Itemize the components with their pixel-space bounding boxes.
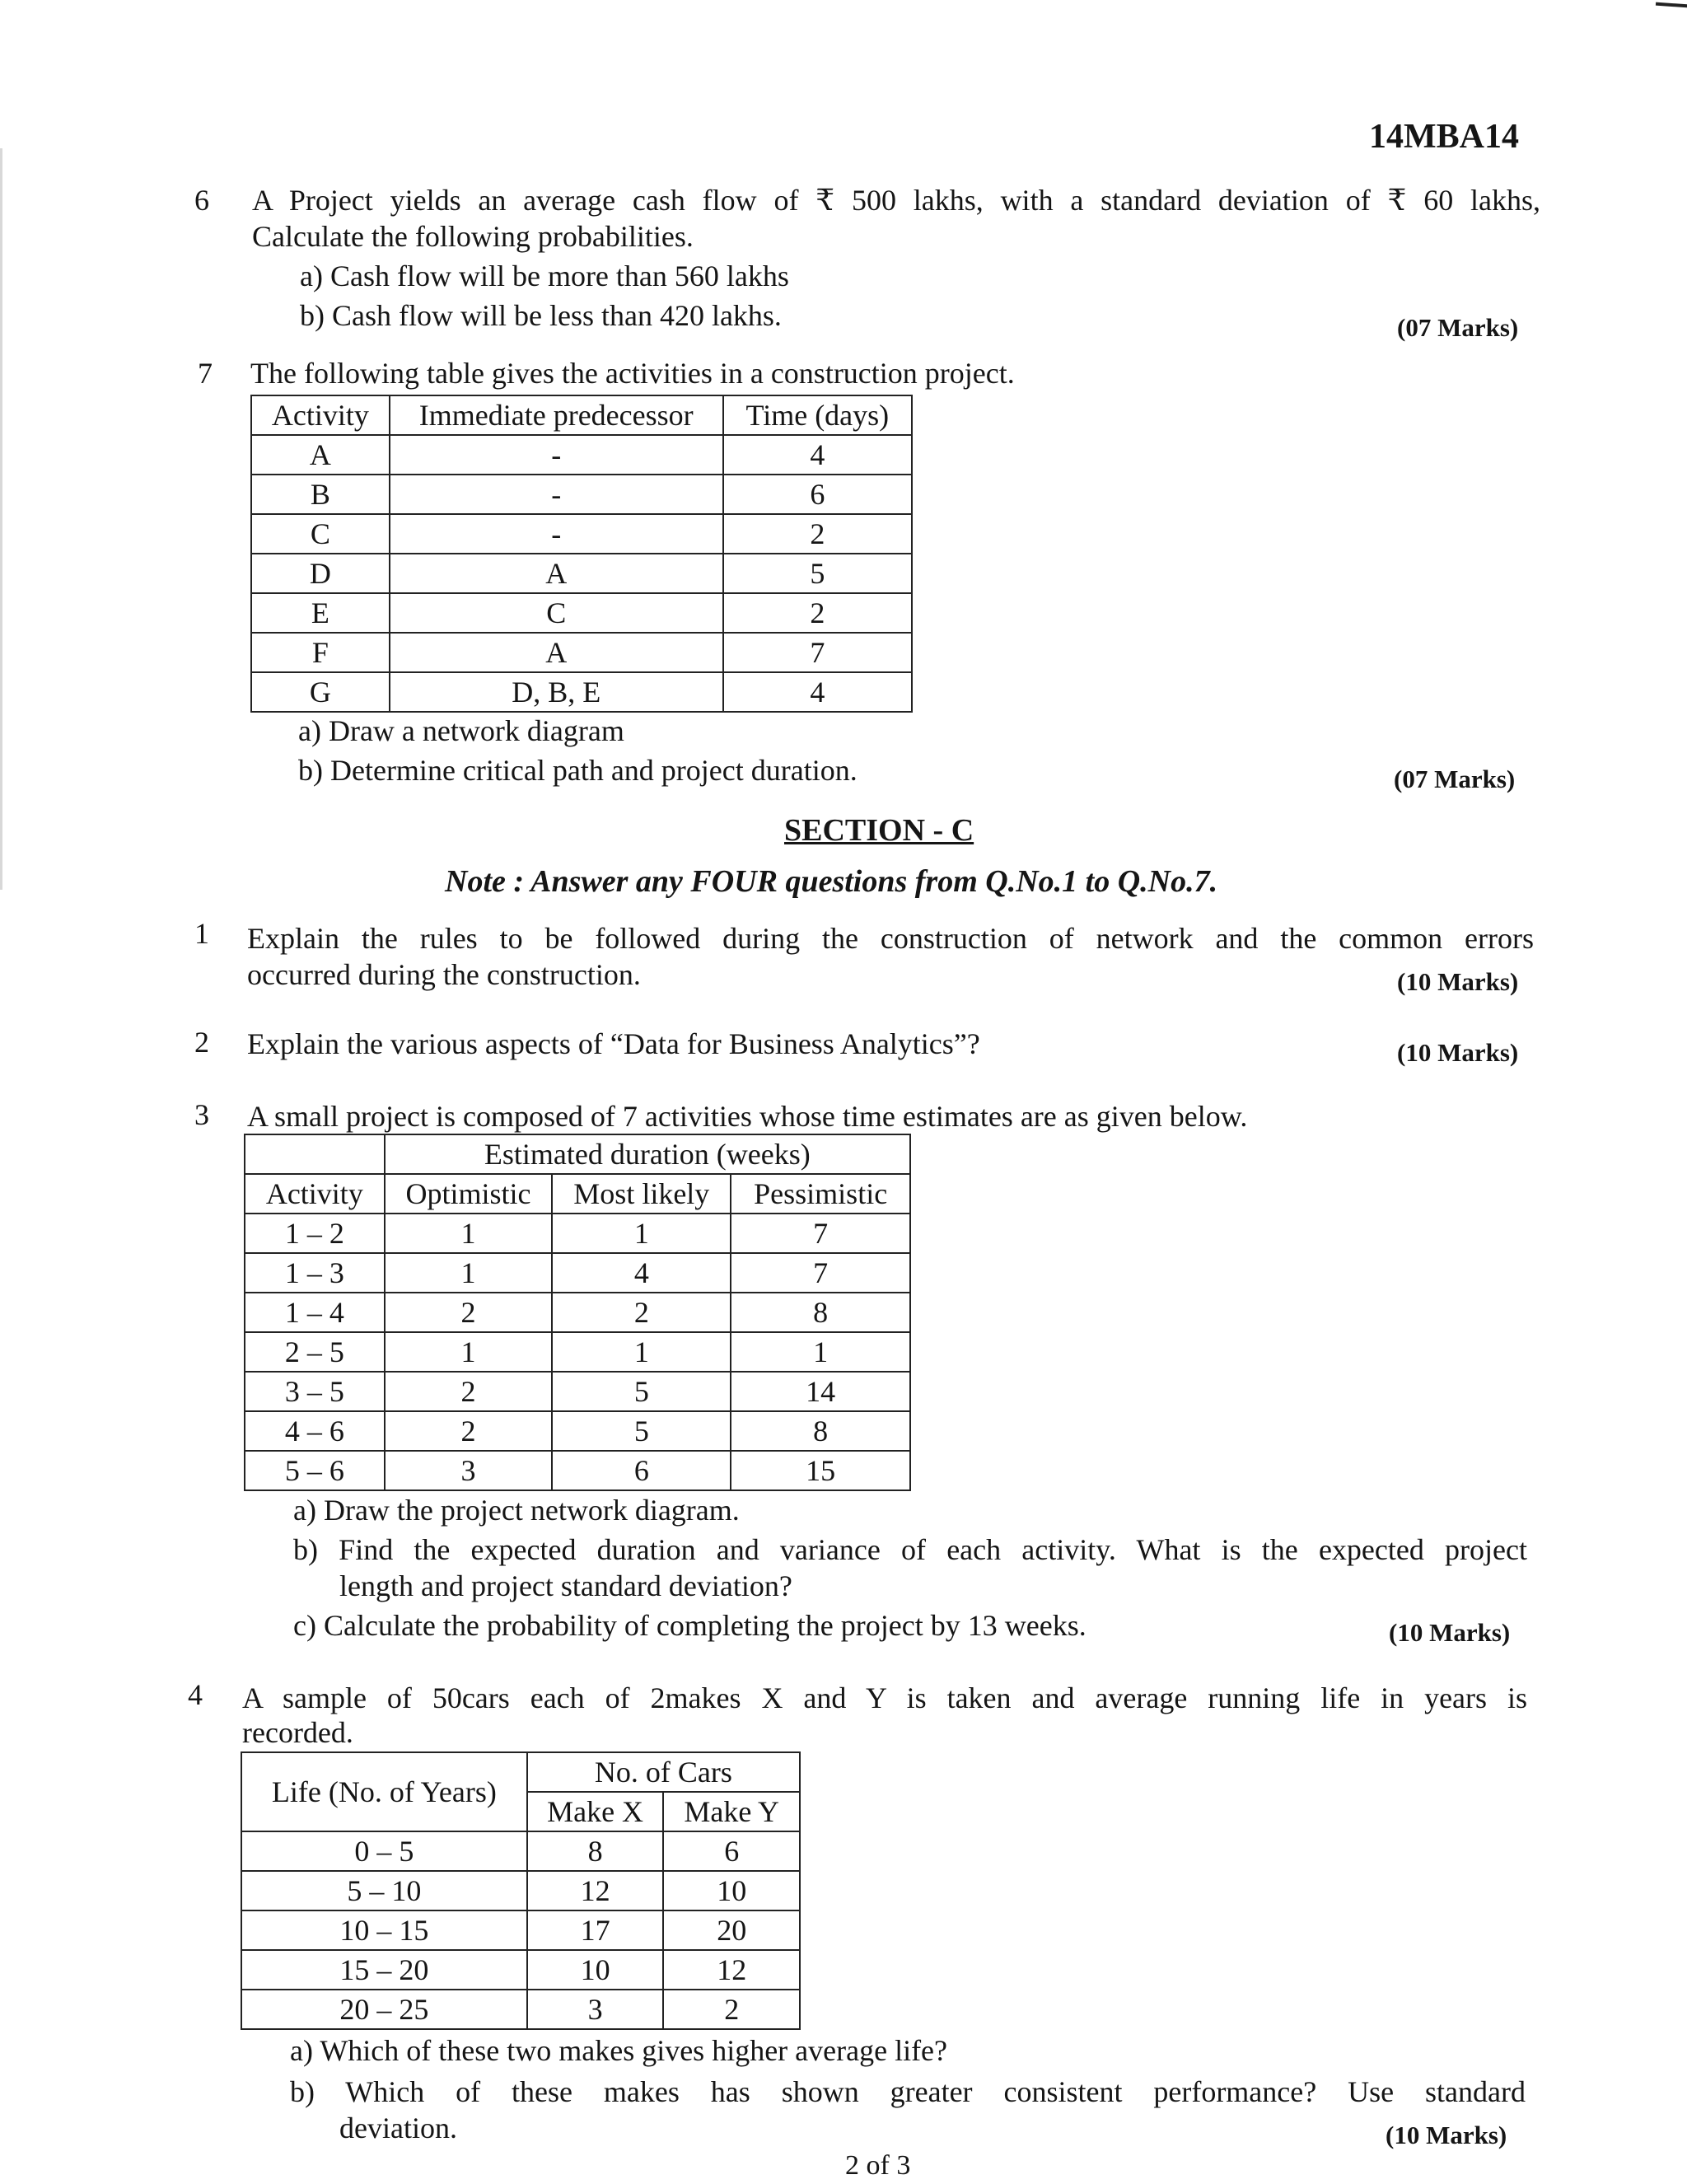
table-header: Activity [251,395,390,435]
table-cell: 2 [385,1372,553,1411]
table-cell: 10 [527,1950,664,1990]
table-cell: D, B, E [390,672,723,712]
table-cell: 15 [731,1451,910,1490]
car-life-table [241,1751,801,2030]
table-cell: 17 [527,1910,664,1950]
table-row [241,1990,800,2029]
table-cell: 1 [385,1214,553,1253]
table-header-row [241,1752,800,1792]
table-cell: 5 – 10 [241,1871,527,1910]
table-row [241,1871,800,1910]
table-cell: 4 – 6 [245,1411,385,1451]
table-cell: 12 [527,1871,664,1910]
page-number: 2 of 3 [845,2150,911,2181]
question-number: 4 [188,1678,203,1711]
table-row [251,633,912,672]
table-cell: 2 [552,1293,731,1332]
table-row [251,672,912,712]
table-cell: 7 [731,1253,910,1293]
table-header: Life (No. of Years) [241,1752,527,1831]
table-cell: 15 – 20 [241,1950,527,1990]
scan-edge-mark [1647,0,1687,12]
table-cell: 7 [723,633,912,672]
table-cell: 8 [731,1411,910,1451]
sub-question-b: b) Find the expected duration and variance of each activity. What is the expected project [293,1533,1527,1566]
sub-question-a: a) Draw a network diagram [298,714,624,747]
table-cell: 1 [385,1253,553,1293]
table-cell: A [390,554,723,593]
sub-question-b: b) Cash flow will be less than 420 lakhs. [300,299,782,332]
table-cell: 20 – 25 [241,1990,527,2029]
question-text: Calculate the following probabilities. [252,220,694,253]
sub-question-c: c) Calculate the probability of completing the project by 13 weeks. [293,1609,1087,1642]
table-cell: 5 [723,554,912,593]
table-cell: 10 [663,1871,800,1910]
table-cell: - [390,514,723,554]
table-cell: 0 – 5 [241,1831,527,1871]
table-header-row [245,1134,910,1174]
marks-label: (10 Marks) [1397,967,1519,996]
table-cell: 2 [723,514,912,554]
table-cell: 1 [385,1332,553,1372]
sub-question-b: b) Determine critical path and project duration. [298,754,858,787]
table-header: Activity [245,1174,385,1214]
table-cell: 5 [552,1372,731,1411]
table-cell: 4 [723,435,912,475]
table-header-row [251,395,912,435]
sub-question-a: a) Cash flow will be more than 560 lakhs [300,260,789,292]
sub-question-a: a) Which of these two makes gives higher average life? [290,2034,948,2067]
section-note: Note : Answer any FOUR questions from Q.No.1 to Q.No.7. [445,864,1218,899]
table-row [245,1293,910,1332]
table-cell: A [390,633,723,672]
table-cell: - [390,435,723,475]
table-cell: 8 [527,1831,664,1871]
table-group-header: No. of Cars [527,1752,800,1792]
table-header: Optimistic [385,1174,553,1214]
table-cell: 1 [552,1332,731,1372]
marks-label: (07 Marks) [1394,765,1516,793]
table-cell: 1 [552,1214,731,1253]
table-row [245,1332,910,1372]
scan-edge-shadow [0,148,2,890]
question-number: 3 [194,1098,209,1131]
question-text: A small project is composed of 7 activities whose time estimates are as given below. [247,1100,1248,1133]
table-header: Immediate predecessor [390,395,723,435]
question-text: The following table gives the activities in a construction project. [250,357,1015,390]
table-row [245,1411,910,1451]
sub-question-b-continued: deviation. [339,2112,457,2144]
activity-table [250,395,913,713]
table-cell: 1 – 2 [245,1214,385,1253]
sub-question-a: a) Draw the project network diagram. [293,1494,740,1527]
table-row [241,1831,800,1871]
table-cell: A [251,435,390,475]
table-row [251,435,912,475]
table-cell: 4 [552,1253,731,1293]
table-cell: F [251,633,390,672]
question-number: 7 [198,357,213,390]
marks-label: (10 Marks) [1389,1618,1511,1647]
table-cell: 3 – 5 [245,1372,385,1411]
table-row [245,1253,910,1293]
table-cell: C [251,514,390,554]
table-cell: E [251,593,390,633]
table-cell: 6 [723,475,912,514]
table-row [251,554,912,593]
question-text: Explain the rules to be followed during the construction of network and the common errors [247,922,1534,955]
question-text: Explain the various aspects of “Data for Business Analytics”? [247,1027,980,1060]
table-cell: 20 [663,1910,800,1950]
table-cell: 5 [552,1411,731,1451]
table-group-header: Estimated duration (weeks) [385,1134,910,1174]
table-cell: - [390,475,723,514]
question-text: A sample of 50cars each of 2makes X and Y is taken and average running life in years is [242,1681,1527,1714]
marks-label: (10 Marks) [1397,1038,1519,1067]
table-header: Make Y [663,1792,800,1831]
table-cell: 2 [385,1411,553,1451]
table-cell: 6 [552,1451,731,1490]
table-row [245,1451,910,1490]
table-cell: D [251,554,390,593]
paper-code: 14MBA14 [1369,118,1519,156]
sub-question-b-continued: length and project standard deviation? [339,1569,792,1602]
table-cell: 4 [723,672,912,712]
table-row [245,1372,910,1411]
table-header: Most likely [552,1174,731,1214]
table-cell: 2 – 5 [245,1332,385,1372]
table-cell: 2 [663,1990,800,2029]
activity-duration-table [244,1134,911,1491]
table-cell: 6 [663,1831,800,1871]
question-number: 1 [194,917,209,950]
table-cell: 1 [731,1332,910,1372]
table-cell: 3 [385,1451,553,1490]
question-number: 6 [194,184,209,217]
table-row [251,514,912,554]
table-header-row [245,1174,910,1214]
question-number: 2 [194,1026,209,1059]
table-cell: 2 [723,593,912,633]
table-cell: 7 [731,1214,910,1253]
table-cell: G [251,672,390,712]
table-row [241,1910,800,1950]
table-cell: 2 [385,1293,553,1332]
table-cell: 12 [663,1950,800,1990]
table-cell: 8 [731,1293,910,1332]
table-cell: 3 [527,1990,664,2029]
question-text: occurred during the construction. [247,958,641,991]
sub-question-b: b) Which of these makes has shown greater consistent performance? Use standard [290,2075,1526,2108]
table-cell: 1 – 3 [245,1253,385,1293]
table-cell: 14 [731,1372,910,1411]
table-row [251,475,912,514]
table-header: Make X [527,1792,664,1831]
table-cell: 5 – 6 [245,1451,385,1490]
table-cell: B [251,475,390,514]
marks-label: (07 Marks) [1397,313,1519,342]
table-cell-empty [245,1134,385,1174]
table-row [245,1214,910,1253]
table-cell: 1 – 4 [245,1293,385,1332]
table-row [251,593,912,633]
question-text: recorded. [242,1716,353,1749]
table-header: Time (days) [723,395,912,435]
table-cell: 10 – 15 [241,1910,527,1950]
table-row [241,1950,800,1990]
table-cell: C [390,593,723,633]
section-title: SECTION - C [784,813,974,848]
question-text: A Project yields an average cash flow of ₹ 500 lakhs, with a standard deviation of ₹ 60 lakhs, [252,184,1540,217]
table-header: Pessimistic [731,1174,910,1214]
marks-label: (10 Marks) [1386,2121,1507,2149]
